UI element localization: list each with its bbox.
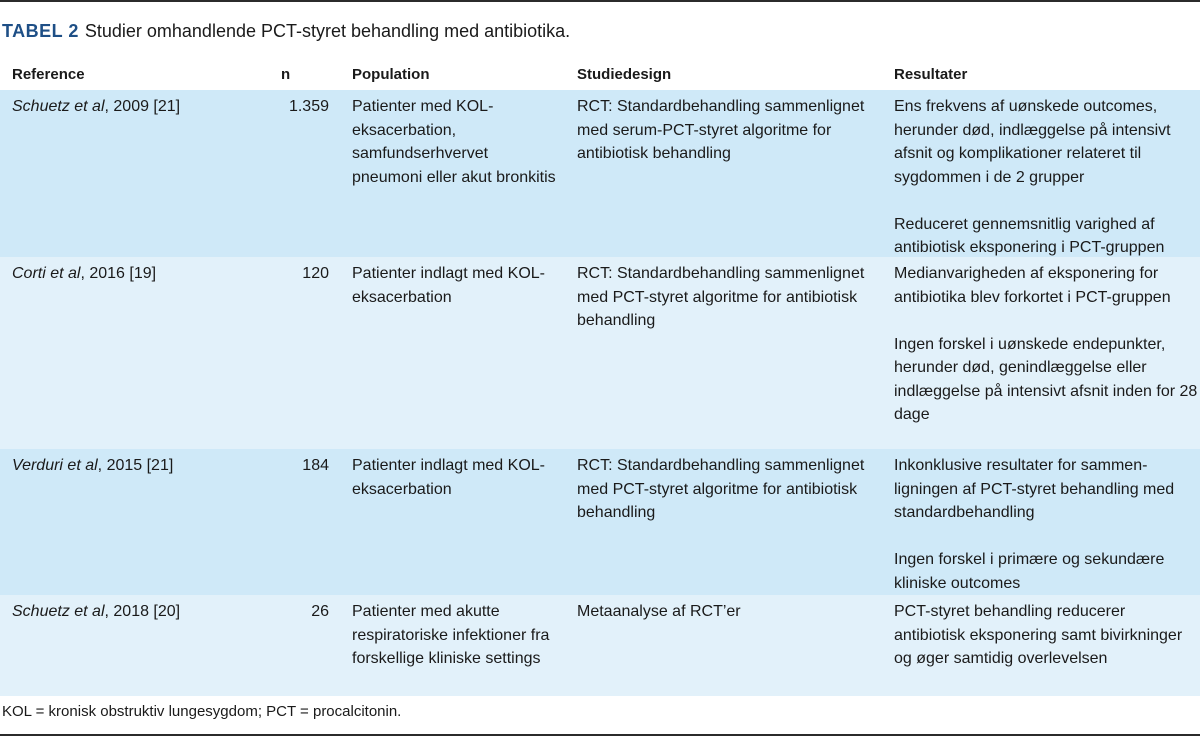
reference-author: Verduri et al <box>12 457 98 474</box>
design-cell: RCT: Standardbehandling sammenlignet med serum-PCT-styret algoritme for antibiotisk behandling <box>577 98 865 162</box>
caption-label: TABEL 2 <box>2 21 79 41</box>
reference-year: , 2016 [19] <box>80 265 157 282</box>
table-row <box>0 449 1200 595</box>
header-design: Studiedesign <box>577 66 672 83</box>
population-cell: Patienter med akutte respiratoriske infektioner fra forskellige kliniske settings <box>352 603 550 667</box>
table-row <box>0 90 1200 257</box>
result-paragraph: Ingen forskel i uønskede endepunkter, herunder død, genindlæggelse eller indlæggelse på intensivt afsnit inden for 28 dage <box>894 335 1198 423</box>
table-header <box>0 60 1200 90</box>
results-cell <box>894 454 1198 595</box>
n-cell: 26 <box>311 603 329 620</box>
table-row <box>0 257 1200 449</box>
design-cell: Metaanalyse af RCT’er <box>577 603 741 620</box>
caption-text: Studier omhandlende PCT-styret behandling med antibiotika. <box>84 21 571 41</box>
results-cell <box>894 262 1198 427</box>
reference-year: , 2018 [20] <box>104 603 181 620</box>
population-cell: Patienter indlagt med KOL-eksacerbation <box>352 457 545 498</box>
n-cell: 1.359 <box>288 98 329 115</box>
table-caption <box>2 20 570 42</box>
header-results: Resultater <box>894 66 968 83</box>
reference-cell <box>12 262 272 286</box>
reference-cell <box>12 600 272 624</box>
population-cell: Patienter indlagt med KOL-eksacerbation <box>352 265 545 306</box>
top-rule <box>0 0 1200 2</box>
bottom-rule <box>0 734 1200 736</box>
reference-cell <box>12 95 272 119</box>
reference-year: , 2015 [21] <box>97 457 174 474</box>
design-cell: RCT: Standardbehandling sammenlignet med PCT-styret algoritme for antibiotisk behandling <box>577 265 865 329</box>
reference-cell <box>12 454 272 478</box>
table-footnote: KOL = kronisk obstruktiv lungesygdom; PCT = procalcitonin. <box>2 703 402 720</box>
result-paragraph: Reduceret gennemsnitlig varighed af antibiotisk eksponering i PCT-gruppen <box>894 215 1165 256</box>
results-cell <box>894 95 1198 260</box>
reference-author: Schuetz et al <box>12 603 105 620</box>
header-n: n <box>281 66 291 83</box>
results-cell <box>894 600 1198 671</box>
result-paragraph: Ingen forskel i primære og sekundære kliniske outcomes <box>894 551 1165 592</box>
header-reference: Reference <box>12 66 85 83</box>
header-population: Population <box>352 66 430 83</box>
n-cell: 184 <box>302 457 329 474</box>
result-paragraph: Inkonklusive resultater for sammen-ligningen af PCT-styret behandling med standardbehandling <box>894 457 1175 521</box>
result-paragraph: Medianvarigheden af eksponering for antibiotika blev forkortet i PCT-gruppen <box>894 265 1171 306</box>
table-row <box>0 595 1200 696</box>
design-cell: RCT: Standardbehandling sammenlignet med PCT-styret algoritme for antibiotisk behandling <box>577 457 865 521</box>
reference-author: Schuetz et al <box>12 98 105 115</box>
reference-year: , 2009 [21] <box>104 98 181 115</box>
population-cell: Patienter med KOL-eksacerbation, samfundserhvervet pneumoni eller akut bronkitis <box>352 98 556 186</box>
result-paragraph: PCT-styret behandling reducerer antibiotisk eksponering samt bivirkninger og øger samtidig overlevelsen <box>894 603 1183 667</box>
n-cell: 120 <box>302 265 329 282</box>
reference-author: Corti et al <box>12 265 81 282</box>
result-paragraph: Ens frekvens af uønskede outcomes, herunder død, indlæggelse på intensivt afsnit og komplikationer relateret til sygdommen i de 2 grupper <box>894 98 1171 186</box>
